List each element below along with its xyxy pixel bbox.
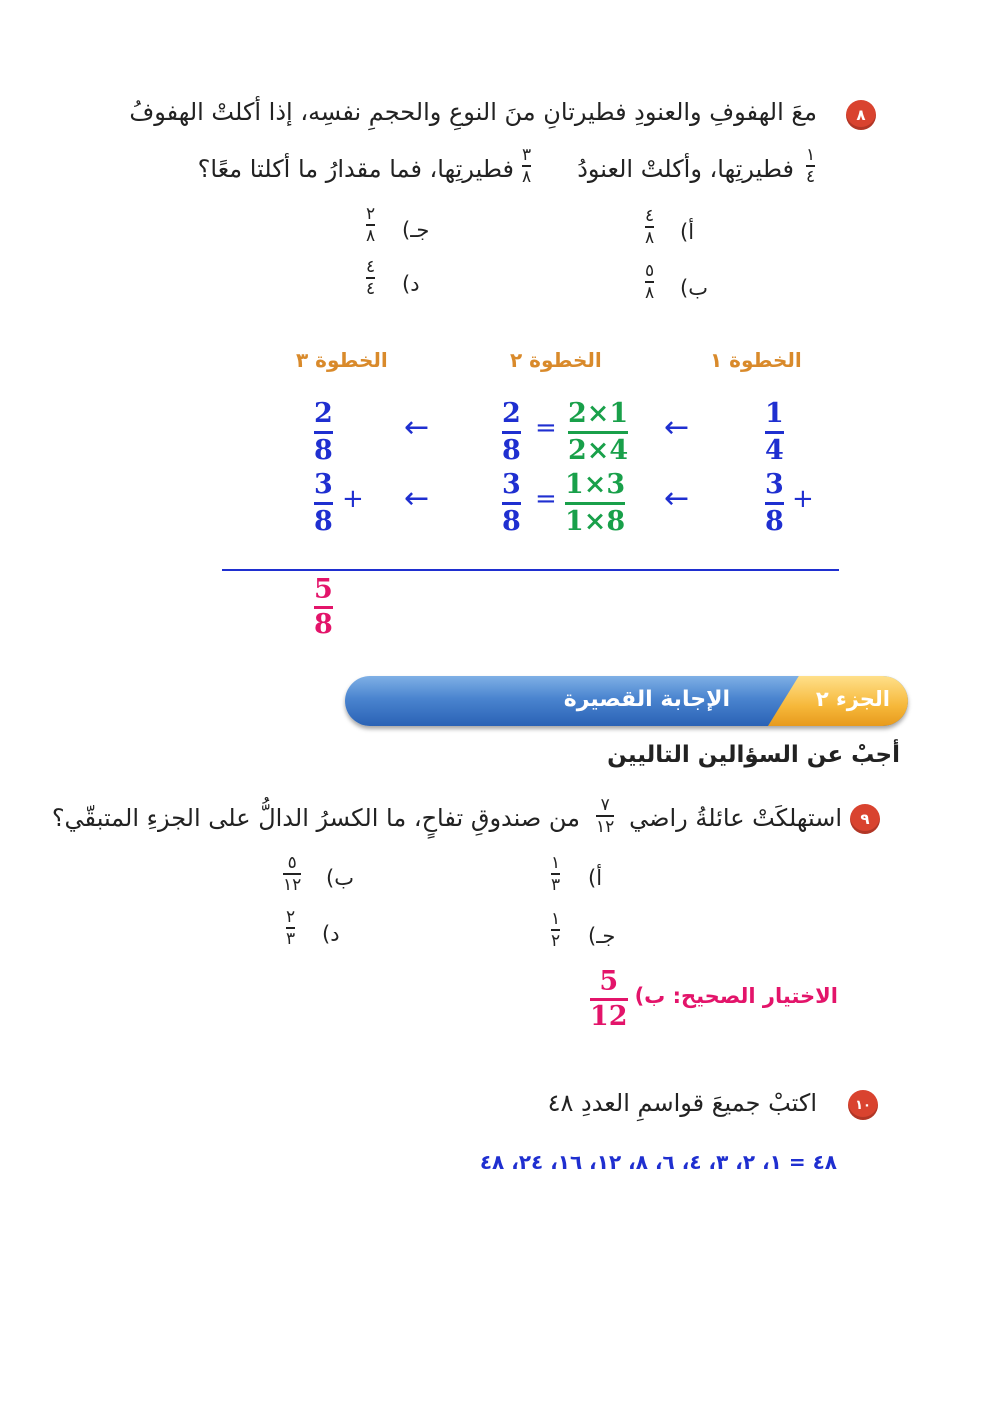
frac-numerator: ١ bbox=[551, 853, 561, 873]
plus-sign: + bbox=[792, 484, 814, 514]
frac-numerator: 2 bbox=[314, 398, 333, 429]
frac-denominator: 8 bbox=[314, 506, 333, 537]
q9-option-c-frac[interactable] bbox=[551, 909, 560, 951]
q9-option-d-frac[interactable] bbox=[286, 907, 295, 949]
step2-row1-mult-frac bbox=[568, 398, 628, 467]
frac-numerator: ٤ bbox=[645, 206, 655, 226]
q9-answer-label: الاختيار الصحيح: ب) bbox=[634, 984, 838, 1008]
section-banner-tab-label: الجزء ٢ bbox=[815, 687, 890, 711]
question-9-number: ٩ bbox=[860, 810, 870, 828]
step-3-header: الخطوة ٣ bbox=[296, 348, 388, 372]
frac-numerator: ٥ bbox=[287, 853, 297, 873]
frac-bar bbox=[568, 431, 628, 434]
q9-option-a-label[interactable]: أ) bbox=[588, 866, 603, 890]
frac-bar bbox=[765, 431, 784, 434]
step-arrow-icon: ← bbox=[404, 481, 430, 516]
frac-numerator: 2×1 bbox=[568, 398, 629, 429]
question-8-line1: معَ الهفوفِ والعنودِ فطيرتانِ منَ النوعِ والحجمِ نفسِه، إذا أكلتْ الهفوفُ bbox=[129, 98, 817, 126]
frac-bar bbox=[314, 431, 333, 434]
frac-denominator: 2×4 bbox=[568, 435, 629, 466]
frac-denominator: ٤ bbox=[366, 279, 376, 299]
frac-denominator: 8 bbox=[502, 506, 521, 537]
frac-denominator: 1×8 bbox=[565, 506, 626, 537]
question-10-answer: ٤٨ = ١، ٢، ٣، ٤، ٦، ٨، ١٢، ١٦، ٢٤، ٤٨ bbox=[479, 1150, 837, 1174]
q8-option-c-frac[interactable] bbox=[366, 204, 375, 246]
frac-numerator: ٥ bbox=[645, 261, 655, 281]
frac-numerator: ٢ bbox=[286, 907, 296, 927]
frac-numerator: ١ bbox=[806, 145, 816, 165]
frac-numerator: ٤ bbox=[366, 257, 376, 277]
frac-numerator: ٧ bbox=[600, 795, 610, 815]
q8-option-d-frac[interactable] bbox=[366, 257, 375, 299]
q9-option-c-label[interactable]: جـ) bbox=[588, 924, 616, 948]
frac-denominator: ٢ bbox=[551, 931, 561, 951]
frac-numerator: 2 bbox=[502, 398, 521, 429]
plus-sign: + bbox=[342, 484, 364, 514]
frac-denominator: 8 bbox=[314, 609, 333, 640]
q8-option-d-label[interactable]: د) bbox=[402, 272, 420, 296]
frac-numerator: 3 bbox=[314, 469, 333, 500]
question-8-frac-three-eighths bbox=[522, 145, 531, 187]
question-10-number: ١٠ bbox=[855, 1097, 871, 1113]
frac-bar bbox=[765, 502, 784, 505]
question-8-line2b: فطيرتِها، فما مقدارُ ما أكلتا معًا؟ bbox=[197, 155, 514, 183]
step-result-frac bbox=[314, 574, 333, 641]
frac-numerator: 1×3 bbox=[565, 469, 626, 500]
section-instruction: أجبْ عن السؤالين التاليين bbox=[607, 742, 900, 768]
step3-row1-frac bbox=[314, 398, 333, 467]
sum-divider-line bbox=[222, 569, 839, 571]
question-9-badge bbox=[850, 804, 880, 834]
q9-option-d-label[interactable]: د) bbox=[322, 922, 340, 946]
question-10-text: اكتبْ جميعَ قواسمِ العددِ ٤٨ bbox=[547, 1089, 817, 1117]
frac-bar bbox=[502, 502, 521, 505]
frac-numerator: ٢ bbox=[366, 204, 376, 224]
frac-bar bbox=[502, 431, 521, 434]
frac-denominator: 8 bbox=[502, 435, 521, 466]
frac-numerator: ٣ bbox=[522, 145, 532, 165]
section-banner bbox=[345, 676, 908, 726]
step2-row2-mult-frac bbox=[565, 469, 625, 538]
frac-denominator: 8 bbox=[765, 506, 784, 537]
frac-denominator: ٨ bbox=[522, 167, 532, 187]
frac-numerator: ١ bbox=[551, 909, 561, 929]
frac-denominator: ١٢ bbox=[283, 875, 302, 895]
step-1-header: الخطوة ١ bbox=[710, 348, 802, 372]
frac-denominator: 12 bbox=[590, 1001, 628, 1032]
question-10-badge bbox=[848, 1090, 878, 1120]
frac-denominator: ٨ bbox=[645, 283, 655, 303]
step2-row2-frac bbox=[502, 469, 521, 538]
step1-row2-frac bbox=[765, 469, 784, 538]
step2-row1-frac bbox=[502, 398, 521, 467]
q8-option-b-label[interactable]: ب) bbox=[680, 276, 708, 300]
frac-bar bbox=[314, 502, 333, 505]
frac-denominator: ٨ bbox=[645, 228, 655, 248]
question-8-number: ٨ bbox=[856, 106, 866, 124]
equals-sign: = bbox=[535, 484, 557, 514]
q8-option-c-label[interactable]: جـ) bbox=[402, 218, 430, 242]
question-9-text-a: استهلكَتْ عائلةُ راضي bbox=[629, 804, 842, 832]
frac-numerator: 3 bbox=[502, 469, 521, 500]
equals-sign: = bbox=[535, 413, 557, 443]
question-9-text-b: من صندوقِ تفاحٍ، ما الكسرُ الدالُّ على الجزءِ المتبقّي؟ bbox=[51, 804, 580, 832]
frac-denominator: ٨ bbox=[366, 226, 376, 246]
step3-row2-frac bbox=[314, 469, 333, 538]
question-9-frac bbox=[596, 795, 614, 837]
frac-denominator: ٣ bbox=[551, 875, 561, 895]
q9-option-b-frac[interactable] bbox=[283, 853, 301, 895]
question-8-line2a: فطيرتِها، وأكلتْ العنودُ bbox=[577, 155, 794, 183]
frac-denominator: ١٢ bbox=[596, 817, 615, 837]
q8-option-a-label[interactable]: أ) bbox=[680, 220, 695, 244]
step-2-header: الخطوة ٢ bbox=[510, 348, 602, 372]
q8-option-b-frac[interactable] bbox=[645, 261, 654, 303]
frac-numerator: 5 bbox=[314, 574, 333, 605]
q9-answer-frac bbox=[590, 966, 628, 1033]
frac-bar bbox=[565, 502, 625, 505]
q9-option-a-frac[interactable] bbox=[551, 853, 560, 895]
step-arrow-icon: ← bbox=[404, 410, 430, 445]
frac-numerator: 5 bbox=[599, 966, 619, 997]
frac-numerator: 1 bbox=[765, 398, 784, 429]
step1-row1-frac bbox=[765, 398, 784, 467]
frac-denominator: 8 bbox=[314, 435, 333, 466]
section-banner-title: الإجابة القصيرة bbox=[563, 687, 730, 712]
frac-denominator: ٤ bbox=[806, 167, 816, 187]
frac-numerator: 3 bbox=[765, 469, 784, 500]
frac-denominator: ٣ bbox=[286, 929, 296, 949]
q9-option-b-label[interactable]: ب) bbox=[326, 866, 354, 890]
question-8-frac-quarter bbox=[806, 145, 815, 187]
question-8-badge bbox=[846, 100, 876, 130]
step-arrow-icon: ← bbox=[664, 481, 690, 516]
frac-denominator: 4 bbox=[765, 435, 784, 466]
step-arrow-icon: ← bbox=[664, 410, 690, 445]
q8-option-a-frac[interactable] bbox=[645, 206, 654, 248]
